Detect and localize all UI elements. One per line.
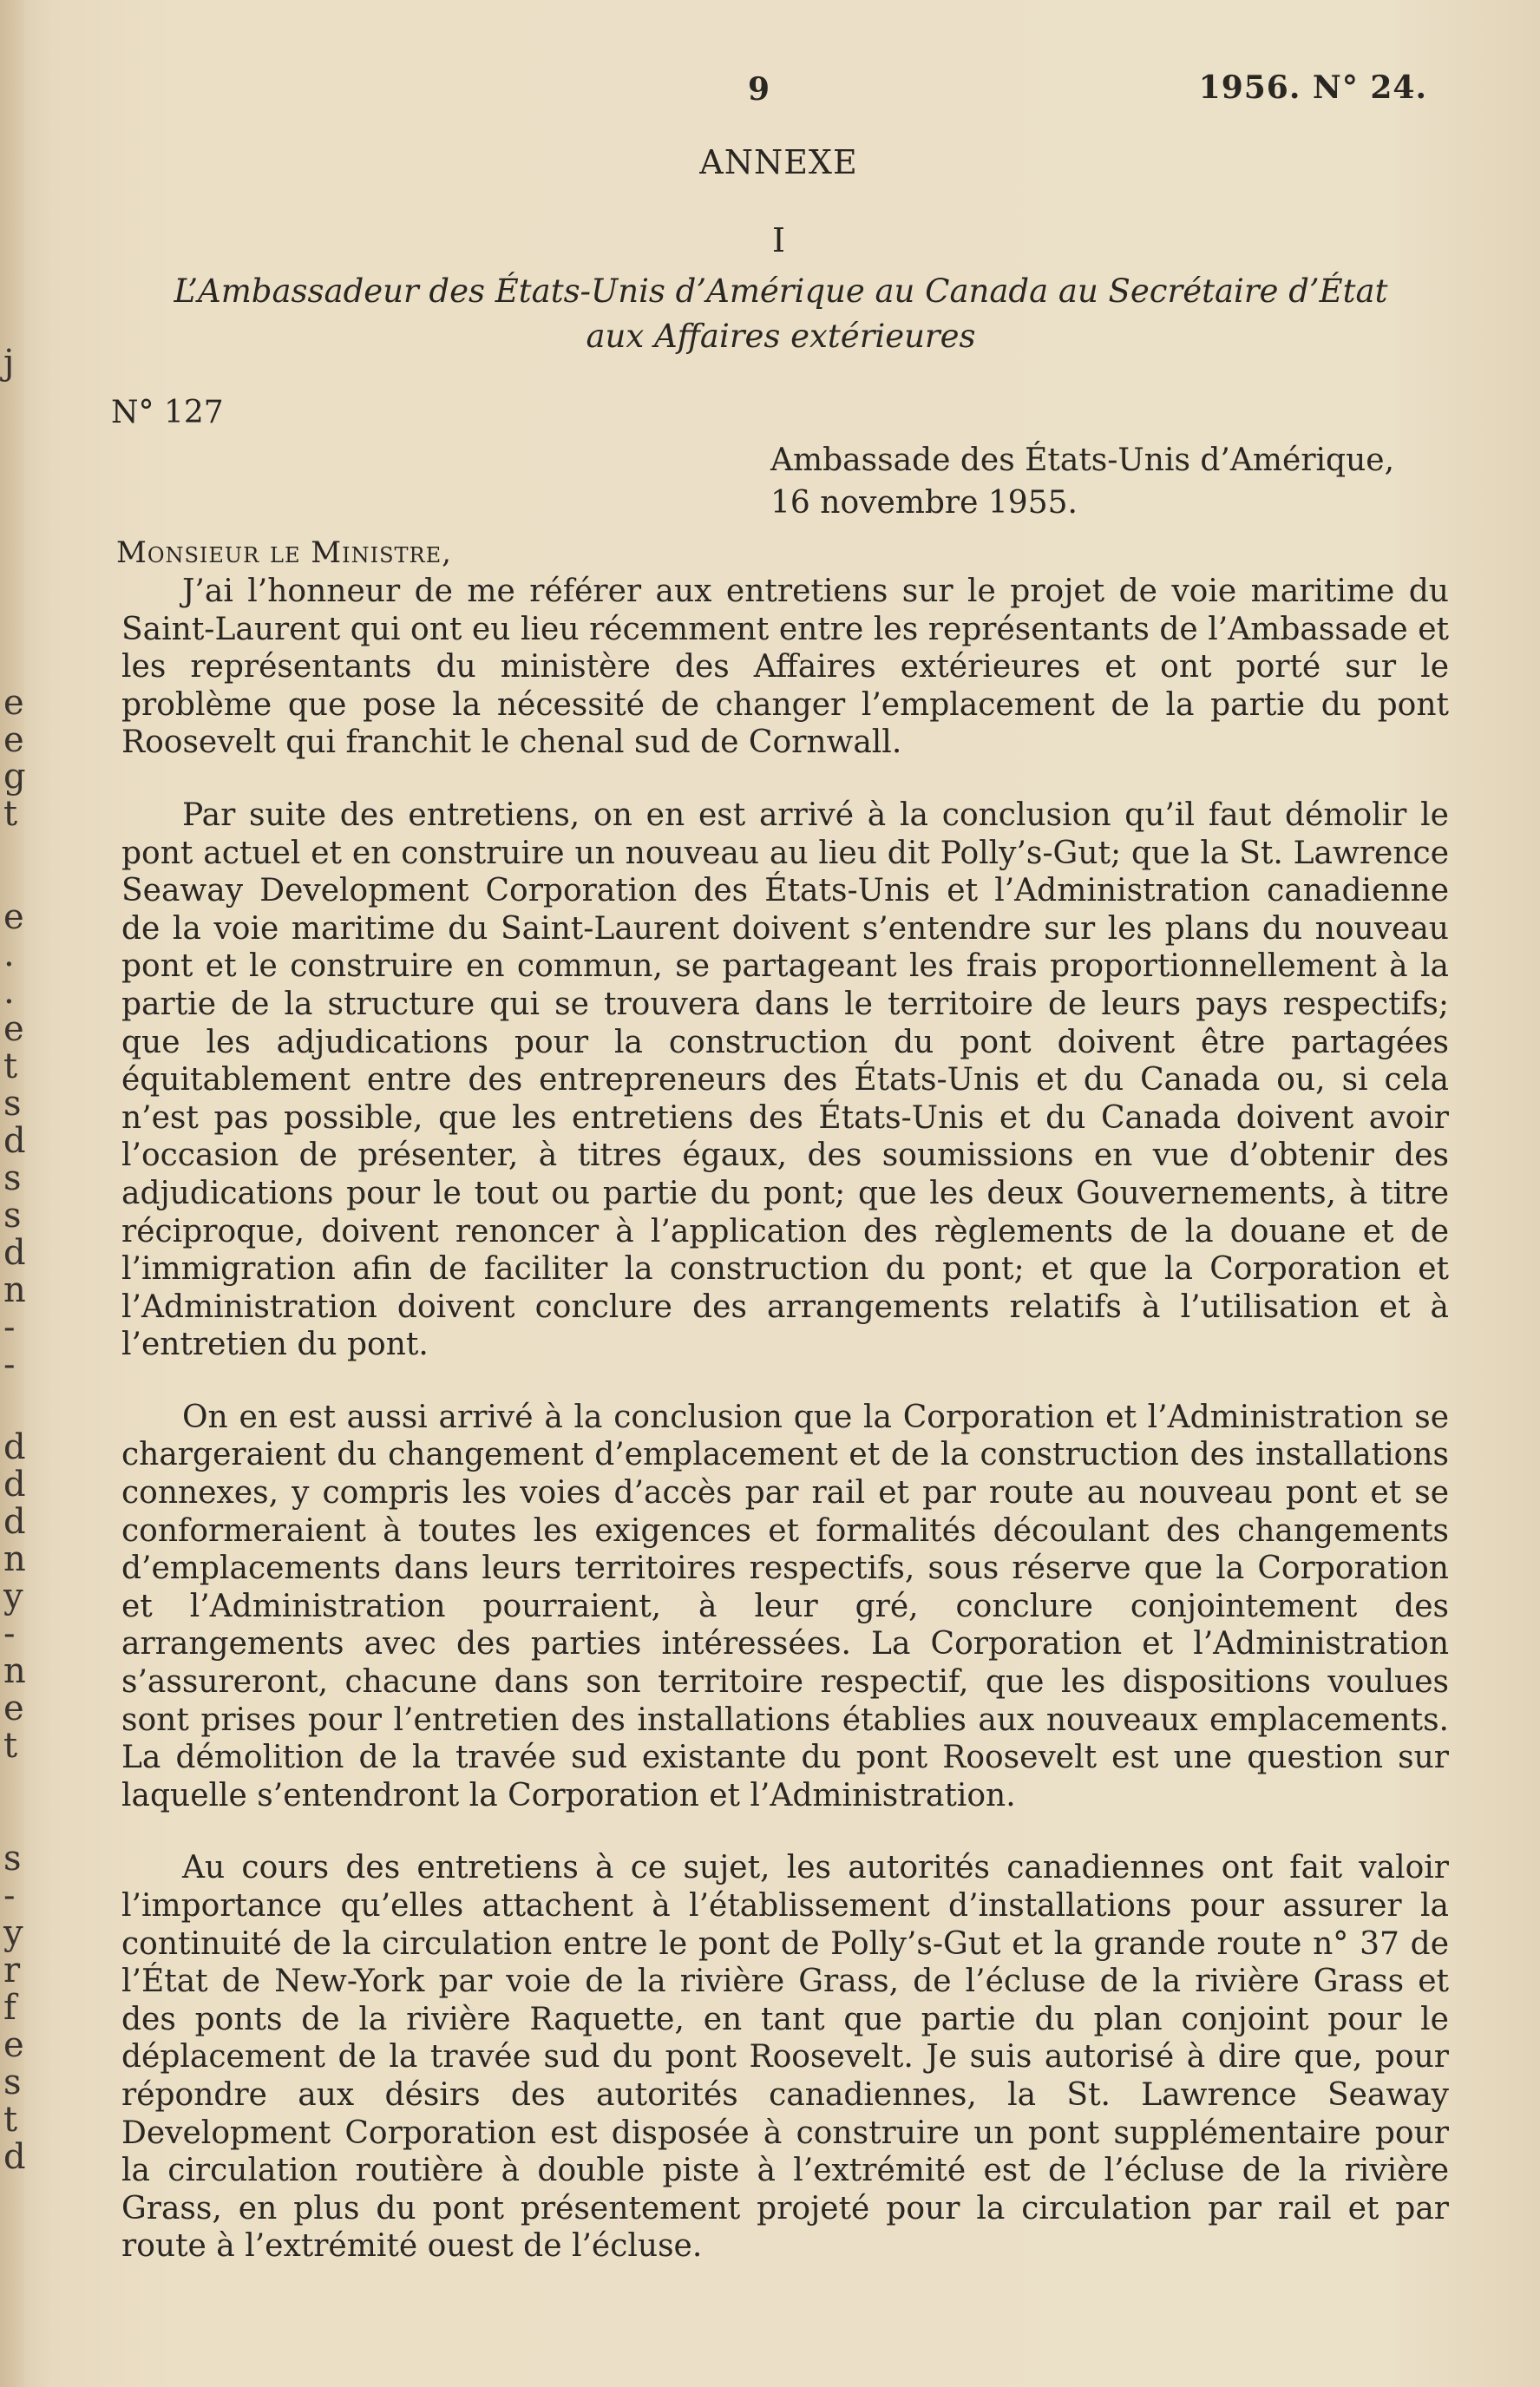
bleed-char: g — [3, 757, 26, 797]
bleed-char: e — [3, 720, 24, 760]
bleed-char: s — [3, 1084, 22, 1124]
salutation: Monsieur le Ministre, — [116, 535, 452, 570]
bleed-char: f — [3, 1988, 16, 2028]
bleed-char: s — [3, 1839, 22, 1879]
bleed-char: t — [3, 1726, 18, 1766]
bleed-char: e — [3, 2025, 24, 2065]
bleed-char: t — [3, 1046, 18, 1086]
bleed-char: d — [3, 1465, 26, 1505]
heading-line-2: aux Affaires extérieures — [586, 318, 976, 355]
sender-address: Ambassade des États-Unis d’Amérique, — [770, 443, 1395, 478]
letter-heading — [121, 269, 1440, 359]
bleed-char: d — [3, 1233, 26, 1273]
page-number: 9 — [748, 71, 770, 108]
note-number: N° 127 — [111, 395, 224, 430]
bleed-char: . — [3, 972, 15, 1012]
facing-page-bleed — [0, 0, 24, 2387]
bleed-char: - — [3, 1308, 16, 1348]
bleed-char: - — [3, 1876, 16, 1916]
bleed-char: y — [3, 1577, 23, 1616]
bleed-char: s — [3, 1158, 22, 1198]
letter-date: 16 novembre 1955. — [770, 485, 1078, 521]
bleed-char: e — [3, 1689, 24, 1728]
bleed-char: . — [3, 934, 15, 974]
bleed-char: n — [3, 1539, 26, 1579]
bleed-char: n — [3, 1270, 26, 1310]
paragraph: Par suite des entretiens, on en est arrivé à la conclusion qu’il faut démolir le pont actuel et en construire un nouveau au lieu dit Polly’s-Gut; que la St. Lawrence Seaway Development Corporation des États-Unis et l’Administration canadienne de la voie maritime du Saint-Laurent doivent s’entendre sur les plans du nouveau pont et le construire en commun, se partageant les frais proportionnellement à la partie de la structure qui se trouvera dans le territoire de leurs pays respectifs; que les adjudications pour la construction du pont doivent être partagées équitablement entre des entrepreneurs des États-Unis et du Canada ou, si cela n’est pas possible, que les entretiens des États-Unis et du Canada doivent avoir l’occasion de présenter, à titres égaux, des soumissions en vue d’obtenir des adjudications pour le tout ou partie du pont; que les deux Gouvernements, à titre réciproque, doivent renoncer à l’application des règlements de la douane et de l’immigration afin de faciliter la construction du pont; et que la Corporation et l’Administration doivent conclure des arrangements relatifs à l’utilisation et à l’entretien du pont. — [121, 797, 1449, 1363]
bleed-char: t — [3, 794, 18, 834]
bleed-char: y — [3, 1913, 23, 1953]
bleed-char: t — [3, 2100, 18, 2140]
bleed-char: - — [3, 1345, 16, 1385]
paragraph: Au cours des entretiens à ce sujet, les autorités canadiennes ont fait valoir l’importance qu’elles attachent à l’établissement d’installations pour assurer la continuité de la circulation entre le pont de Polly’s-Gut et la grande route n° 37 de l’État de New-York par voie de la rivière Grass, de l’écluse de la rivière Grass et des ponts de la rivière Raquette, en tant que partie du plan conjoint pour le déplacement de la travée sud du pont Roosevelt. Je suis autorisé à dire que, pour répondre aux désirs des autorités canadiennes, la St. Lawrence Seaway Development Corporation est disposée à construire un pont supplémentaire pour la circulation routière à double piste à l’extrémité est de l’écluse de la rivière Grass, en plus du pont présentement projeté pour la circulation par rail et par route à l’extrémité ouest de l’écluse. — [121, 1850, 1449, 2265]
paragraph: On en est aussi arrivé à la conclusion que la Corporation et l’Administration se chargeraient du changement d’emplacement et de la construction des installations connexes, y compris les voies d’accès par rail et par route au nouveau pont et se conformeraient à toutes les exigences et formalités découlant des changements d’emplacements dans leurs territoires respectifs, sous réserve que la Corporation et l’Administration pourraient, à leur gré, conclure conjointement des arrangements avec des parties intéressées. La Corporation et l’Administration s’assureront, chacune dans son territoire respectif, que les dispositions voulues sont prises pour l’entretien des installations établies aux nouveaux emplacements. La démolition de la travée sud existante du pont Roosevelt est une question sur laquelle s’entendront la Corporation et l’Administration. — [121, 1399, 1449, 1813]
annex-title: ANNEXE — [699, 143, 858, 181]
annex-numeral: I — [771, 221, 785, 259]
bleed-char: s — [3, 2062, 22, 2102]
heading-line-1: L’Ambassadeur des États-Unis d’Amérique au Canada au Secrétaire d’État — [174, 272, 1388, 310]
bleed-char: r — [3, 1951, 21, 1990]
bleed-char: d — [3, 1121, 26, 1161]
bleed-char: n — [3, 1651, 26, 1691]
letter-body — [121, 573, 1449, 2300]
paragraph: J’ai l’honneur de me référer aux entretiens sur le projet de voie maritime du Saint-Laurent qui ont eu lieu récemment entre les représentants de l’Ambassade et les représentants du ministère des Affaires extérieures et ont porté sur le problème que pose la nécessité de changer l’emplacement de la partie du pont Roosevelt qui franchit le chenal sud de Cornwall. — [121, 574, 1449, 761]
bleed-char: d — [3, 1502, 26, 1542]
bleed-char: d — [3, 1427, 26, 1467]
document-reference: 1956. N° 24. — [1198, 69, 1427, 106]
bleed-char: e — [3, 1009, 24, 1049]
bleed-char: - — [3, 1614, 16, 1654]
bleed-char: d — [3, 2137, 26, 2177]
bleed-char: e — [3, 683, 24, 723]
sender-block — [770, 439, 1394, 524]
bleed-char: j — [3, 343, 15, 383]
bleed-char: s — [3, 1196, 22, 1236]
bleed-char: e — [3, 897, 24, 937]
